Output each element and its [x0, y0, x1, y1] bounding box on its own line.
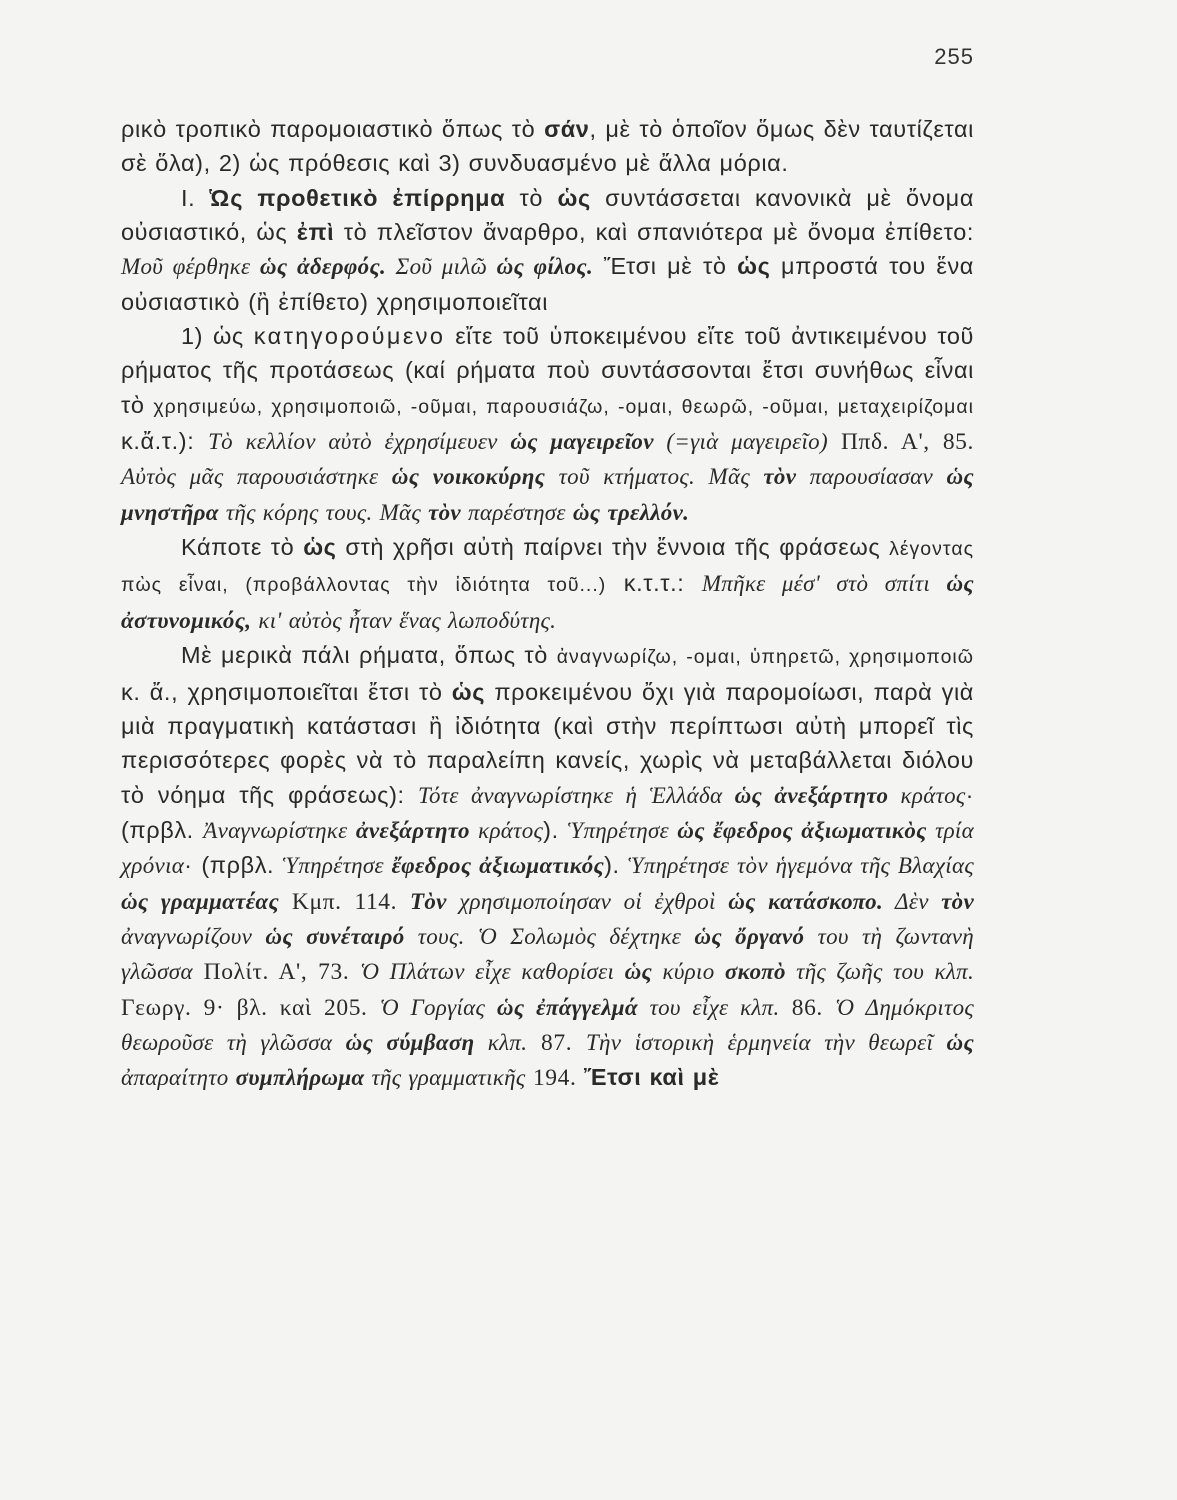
example-text: ἀνεξάρτητο	[355, 817, 470, 843]
example-text: Αὐτὸς μᾶς παρουσιάστηκε	[121, 464, 392, 490]
text-run: · (πρβλ.	[184, 852, 283, 879]
example-text: ὡς ἀδερφός.	[259, 254, 387, 280]
example-text: Σοῦ μιλῶ	[386, 254, 497, 280]
text-run: Ι.	[181, 184, 210, 211]
example-text: τους.	[404, 923, 478, 949]
example-text: παρουσίασαν	[796, 464, 947, 490]
text-run: ὡς	[557, 184, 591, 211]
example-text: ὡς μνηστῆρα	[121, 464, 974, 525]
example-text: ἀναγνωρίζουν	[121, 923, 266, 949]
text-run: ὡς	[451, 678, 486, 705]
text-run: τὸ	[505, 184, 558, 211]
text-run: , μὲ τὸ ὁποῖον ὅμως δὲν ταυτίζεται σὲ ὅλα), 2) ὡς πρόθεσις καὶ 3) συνδυασμένο μὲ ἄλλα μόρια.	[121, 116, 974, 177]
example-text: ὡς τρελλόν.	[572, 499, 690, 525]
example-text: Μοῦ φέρθηκε	[121, 254, 260, 280]
example-text: ὡς νοικοκύρης	[391, 464, 546, 490]
page-body	[121, 112, 974, 1096]
example-text: Ὑπηρέτησε	[568, 817, 678, 843]
text-run: ρικὸ τροπικὸ παρομοιαστικὸ ὅπως τὸ	[121, 116, 545, 142]
example-text: (=γιὰ μαγειρεῖο)	[653, 429, 828, 455]
paragraph-2	[121, 181, 974, 319]
source-reference: 194.	[525, 1065, 584, 1092]
example-text: κλπ.	[474, 1029, 528, 1055]
text-run: Ἔτσι καὶ μὲ	[583, 1064, 720, 1091]
example-text: παρέστησε	[460, 499, 573, 525]
text-run: · (πρβλ.	[121, 781, 974, 843]
example-text: ὡς	[946, 1029, 975, 1055]
example-text: Τότε ἀναγνωρίστηκε ἡ Ἑλλάδα	[418, 782, 735, 808]
example-text: ὡς ἀστυνομικός,	[121, 571, 974, 633]
text-run: προκειμένου ὄχι γιὰ παρομοίωσι, παρὰ γιὰ μιὰ πραγματικὴ κατάστασι ἢ ἰδιότητα (καὶ στὴν περίπτωσι αὐτὴ μπορεῖ τὶς περισσότερες φορὲς νὰ τὸ παραλείπη κανείς, χωρὶς νὰ μεταβάλλεται διόλου τὸ νόημα τῆς φράσεως):	[121, 678, 974, 808]
text-run: σάν	[544, 116, 590, 142]
source-reference: Ππδ. Α', 85.	[827, 429, 975, 456]
text-run: Ἔτσι μὲ τὸ	[593, 253, 738, 280]
verb-list: χρησιμεύω, χρησιμοποιῶ, -οῦμαι, παρουσιάζω, -ομαι, θεωρῶ, -οῦμαι, μεταχειρίζομαι	[153, 395, 974, 418]
example-text: ὡς ἐπάγγελμά	[496, 994, 638, 1020]
text-run: ὡς	[737, 253, 771, 280]
text-run: συντάσσεται κανονικὰ μὲ ὄνομα οὐσιαστικό, ὡς	[121, 184, 975, 246]
example-text: κράτος	[888, 782, 966, 808]
source-reference: Κμπ. 114.	[279, 888, 411, 915]
example-text: Ὁ Σολωμὸς δέχτηκε	[477, 923, 695, 949]
example-text: ὡς ἔφεδρος ἀξιωματικὸς	[677, 817, 927, 843]
text-run: λέγοντας πὼς εἶναι, (προβάλλοντας τὴν ἰδιότητα τοῦ...)	[121, 538, 974, 597]
source-reference: 86.	[779, 994, 836, 1021]
text-run: τὸ πλεῖστον ἄναρθρο, καὶ σπανιότερα μὲ ὄνομα ἐπίθετο:	[334, 219, 974, 246]
example-text: Ὑπηρέτησε	[283, 853, 392, 879]
example-text: Ἀναγνωρίστηκε	[203, 817, 356, 843]
example-text: Τὸ κελλίον αὐτὸ ἐχρησίμευεν	[208, 429, 511, 455]
example-text: ὡς γραμματέας	[121, 888, 280, 914]
example-text: τὸν	[428, 499, 461, 525]
paragraph-5	[121, 638, 974, 1095]
text-run: ὡς	[303, 534, 337, 561]
paragraph-3	[121, 319, 974, 530]
example-text: ὡς φίλος.	[496, 254, 594, 280]
source-reference: Πολίτ. Α', 73.	[192, 959, 361, 986]
verb-list: ἀναγνωρίζω, -ομαι, ὑπηρετῶ, χρησιμοποιῶ	[556, 646, 974, 669]
example-text: Ὑπηρέτησε τὸν ἡγεμόνα τῆς Βλαχίας	[628, 853, 974, 879]
text-run: Κάποτε τὸ	[181, 534, 304, 561]
example-text: Ὁ Δημόκριτος θεωροῦσε τὴ γλῶσσα	[121, 994, 975, 1055]
example-text: του τὴ ζωντανὴ γλῶσσα	[121, 923, 974, 985]
paragraph-1	[121, 112, 974, 181]
example-text: ὡς σύμβαση	[345, 1029, 475, 1055]
example-text: ἔφεδρος ἀξιωματικός	[391, 853, 605, 879]
text-run: κ.τ.τ.:	[606, 570, 702, 597]
example-text: κράτος	[469, 817, 544, 843]
example-text: Μπῆκε μέσ' στὸ σπίτι	[701, 571, 947, 597]
text-run: Μὲ μερικὰ πάλι ρήματα, ὅπως τὸ	[181, 642, 557, 669]
example-text: τρία χρόνια	[121, 817, 974, 879]
example-text: Τὸν	[410, 888, 447, 914]
example-text: ὡς ὄργανό	[694, 923, 805, 949]
example-text: Ὁ Γοργίας	[379, 994, 497, 1020]
example-text: του εἶχε κλπ.	[637, 994, 780, 1020]
example-text: τῆς ζωῆς του κλπ.	[785, 959, 974, 985]
paragraph-4	[121, 530, 974, 638]
example-text: τὸν	[763, 464, 797, 490]
example-text: Ὁ Πλάτων εἶχε καθορίσει	[360, 959, 625, 985]
example-text: συμπλήρωμα	[235, 1065, 365, 1091]
section-heading: Ὡς προθετικὸ ἐπίρρημα	[209, 184, 506, 211]
example-text: κι' αὐτὸς ἦταν ἕνας λωποδύτης.	[251, 607, 557, 633]
text-run: 1) ὡς	[181, 323, 254, 350]
text-run: στὴ χρῆσι αὐτὴ παίρνει τὴν ἔννοια τῆς φράσεως	[336, 534, 890, 561]
example-text: τῆς γραμματικῆς	[364, 1065, 526, 1091]
example-text: ὡς	[624, 959, 653, 985]
example-text: ὡς συνέταιρό	[265, 923, 405, 949]
text-run: ἐπὶ	[296, 219, 335, 246]
example-text: κύριο	[652, 959, 725, 985]
example-text: ἀπαραίτητο	[121, 1065, 236, 1091]
example-text: ὡς κατάσκοπο.	[728, 888, 884, 914]
text-run: κ.ἄ.τ.):	[121, 428, 209, 455]
example-text: Δὲν	[883, 888, 942, 914]
example-text: σκοπὸ	[724, 959, 786, 985]
example-text: ὡς ἀνεξάρτητο	[734, 782, 889, 808]
text-run: μπροστά του ἕνα οὐσιαστικὸ (ἢ ἐπίθετο) χρησιμοποιεῖται	[121, 253, 974, 315]
text-run: ).	[543, 816, 569, 843]
example-text: τῆς κόρης τους. Μᾶς	[218, 499, 429, 525]
text-run: εἴτε τοῦ ὑποκειμένου εἴτε τοῦ ἀντικειμένου τοῦ ρήματος τῆς προτάσεως (καί ρήματα ποὺ συντάσσονται ἔτσι συνήθως εἶναι τὸ	[121, 323, 975, 418]
text-run: κ. ἄ., χρησιμοποιεῖται ἔτσι τὸ	[121, 678, 452, 705]
example-text: χρησιμοποίησαν οἱ ἐχθροὶ	[446, 888, 729, 914]
example-text: ὡς μαγειρεῖον	[510, 429, 654, 455]
example-text: τὸν	[941, 888, 974, 914]
text-run: ).	[604, 852, 629, 879]
spaced-term: κατηγορούμενο	[253, 323, 446, 350]
example-text: Τὴν ἱστορικὴ ἑρμηνεία τὴν θεωρεῖ	[585, 1029, 947, 1055]
source-reference: Γεωργ. 9· βλ. καὶ 205.	[121, 994, 380, 1021]
example-text: τοῦ κτήματος. Μᾶς	[545, 464, 764, 490]
source-reference: 87.	[527, 1029, 586, 1056]
page-number: 255	[934, 44, 974, 69]
